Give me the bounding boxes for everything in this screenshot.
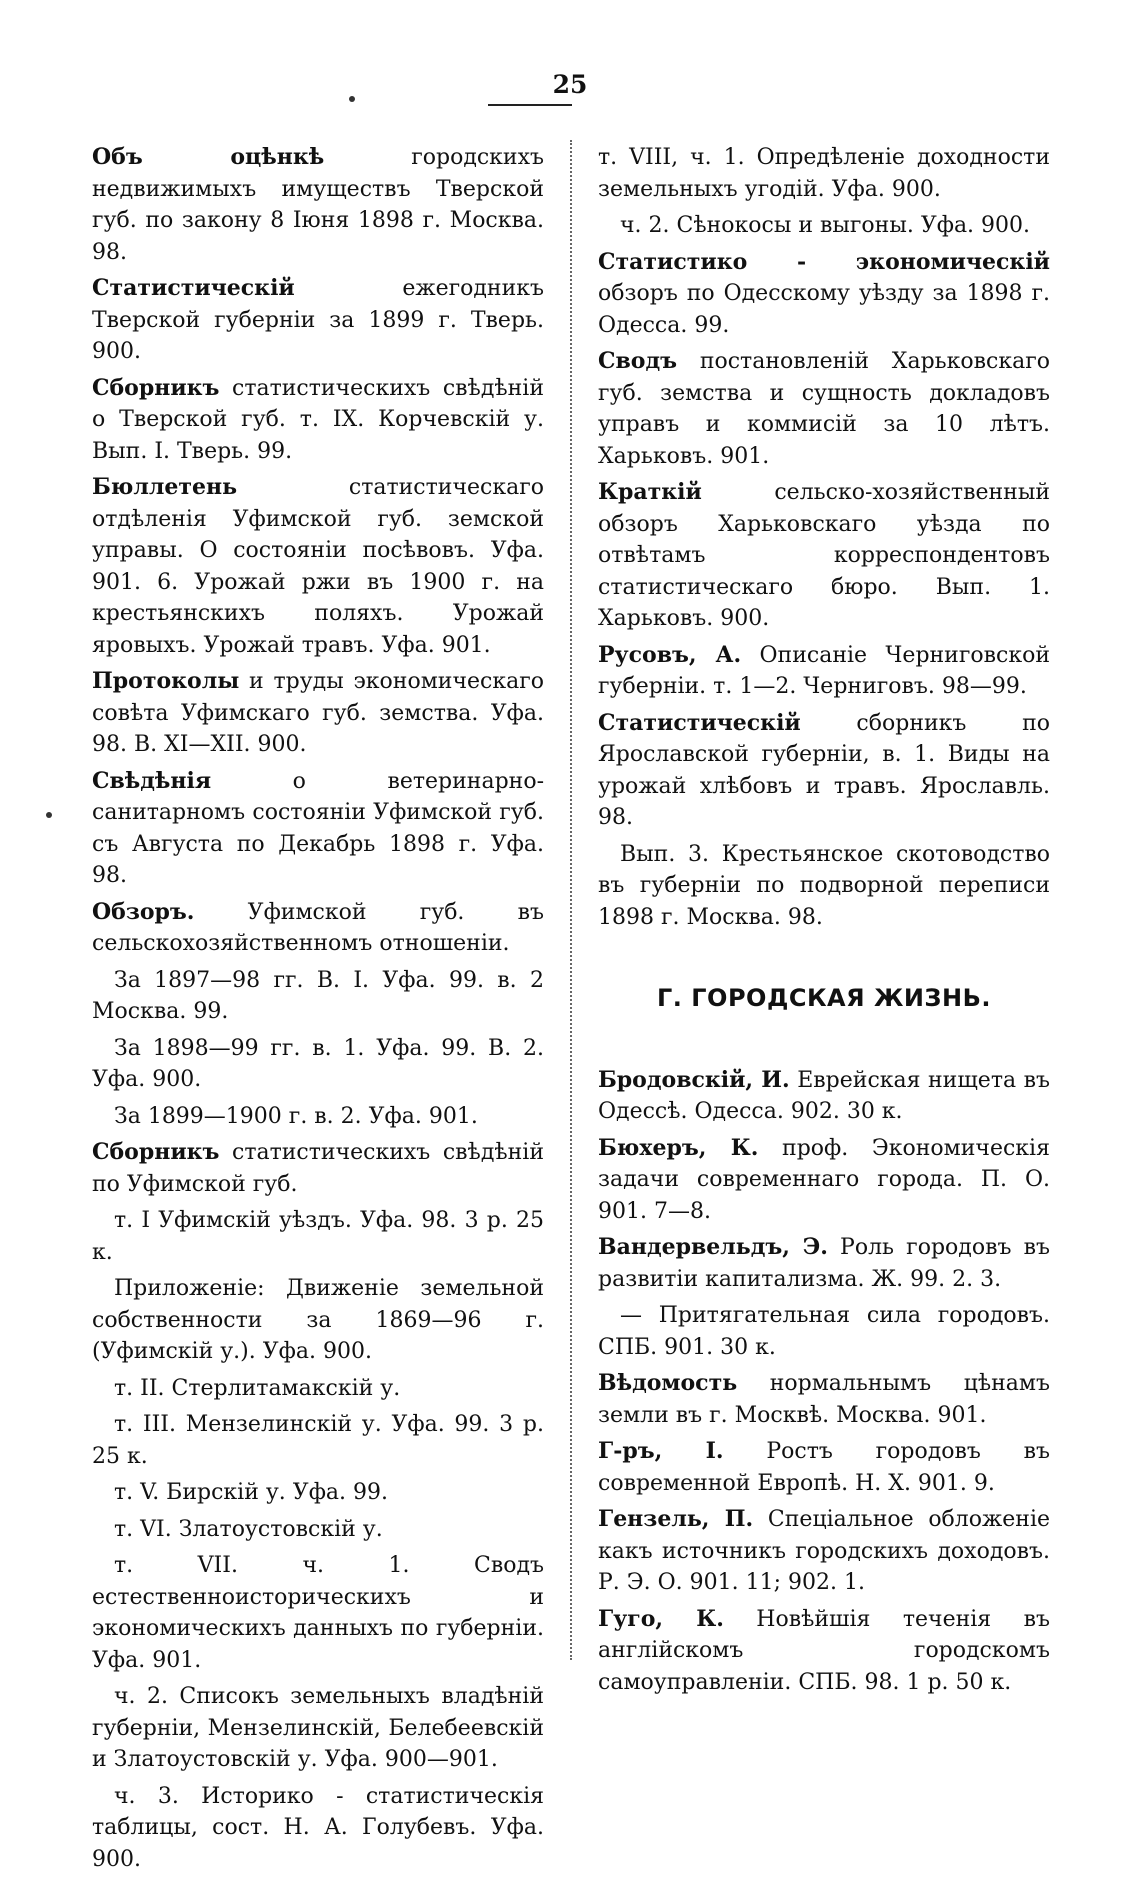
entry-text: ч. 3. Историко - статистическія таблицы, сост. Н. А. Голубевъ. Уфа. 900. <box>92 1783 544 1872</box>
bibliography-entry <box>92 766 544 892</box>
bibliography-entry <box>92 1101 544 1133</box>
entry-text: т. VIII, ч. 1. Опредѣленіе доходности земельныхъ угодій. Уфа. 900. <box>598 145 1050 202</box>
bibliography-entry <box>92 1205 544 1268</box>
entry-text: т. III. Мензелинскій у. Уфа. 99. 3 р. 25 к. <box>92 1412 544 1469</box>
entry-heading: Статистико - экономическій <box>598 248 1050 275</box>
entry-text: нормальнымъ цѣнамъ земли въ г. Москвѣ. Москва. 901. <box>598 1371 1050 1428</box>
bibliography-entry <box>92 1273 544 1368</box>
entry-heading: Бюллетень <box>92 474 238 500</box>
entry-text: За 1899—1900 г. в. 2. Уфа. 901. <box>114 1103 478 1129</box>
entry-text: т. VII. ч. 1. Сводъ естественноисторическихъ и экономическихъ данныхъ по губерніи. Уфа. 901. <box>92 1553 544 1673</box>
bibliography-entry <box>92 373 544 468</box>
bibliography-entry <box>92 1409 544 1472</box>
entry-text: Описаніе Черниговской губерніи. т. 1—2. Черниговъ. 98—99. <box>598 642 1050 699</box>
entry-text: Новѣйшія теченія въ англійскомъ городскомъ самоуправленіи. СПБ. 98. 1 р. 50 к. <box>598 1606 1050 1695</box>
bibliography-entry <box>598 1065 1050 1128</box>
entry-heading: Русовъ, А. <box>598 641 742 668</box>
entry-text: ч. 2. Сѣнокосы и выгоны. Уфа. 900. <box>620 213 1031 238</box>
bibliography-entry <box>598 142 1050 205</box>
entry-heading: Свѣдѣнія <box>92 767 212 794</box>
entry-text: Роль городовъ въ развитіи капитализма. Ж. 99. 2. 3. <box>598 1235 1050 1292</box>
entry-heading: Статистическій <box>92 275 295 301</box>
bibliography-entry <box>92 897 544 960</box>
column-divider <box>570 140 572 1660</box>
bibliography-entry <box>92 1681 544 1776</box>
entry-text: ежегодникъ Тверской губерніи за 1899 г. Тверь. 900. <box>92 276 544 364</box>
bibliography-entry <box>598 346 1050 472</box>
entry-text: городскихъ недвижимыхъ имуществъ Тверской губ. по закону 8 Іюня 1898 г. Москва. 98. <box>92 145 545 265</box>
entry-text: Уфимской губ. въ сельскохозяйственномъ отношеніи. <box>92 899 544 956</box>
bibliography-entry <box>92 1477 544 1509</box>
entry-text: — Притягательная сила городовъ. СПБ. 901. 30 к. <box>598 1303 1050 1360</box>
bibliography-entry <box>598 1300 1050 1363</box>
right-column <box>598 142 1050 1703</box>
entry-heading: Обзоръ. <box>92 898 195 925</box>
entry-heading: Гуго, К. <box>598 1605 724 1632</box>
entry-heading: Сборникъ <box>92 374 220 401</box>
entry-text: Еврейская нищета въ Одессѣ. Одесса. 902. 30 к. <box>598 1067 1050 1124</box>
bibliography-entry <box>598 247 1050 342</box>
bibliography-entry <box>92 1137 544 1200</box>
left-column <box>92 142 544 1880</box>
bibliography-entry <box>598 839 1050 934</box>
bibliography-entry <box>598 1133 1050 1228</box>
entry-text: обзоръ по Одесскому уѣзду за 1898 г. Одесса. 99. <box>598 281 1050 338</box>
bibliography-entry <box>598 477 1050 635</box>
entry-heading: Объ оцѣнкѣ <box>92 144 325 170</box>
entry-heading: Вандервельдъ, Э. <box>598 1234 828 1260</box>
entry-text: о ветеринарно-санитарномъ состояніи Уфимской губ. съ Августа по Декабрь 1898 г. Уфа. 98. <box>92 768 544 888</box>
entry-heading: Сводъ <box>598 348 678 374</box>
bibliography-entry <box>92 1033 544 1096</box>
mark-dot <box>349 96 355 102</box>
bibliography-entry <box>92 1373 544 1405</box>
bibliography-entry <box>92 472 544 661</box>
entry-heading: Статистическій <box>598 709 801 736</box>
bibliography-entry <box>598 1436 1050 1499</box>
bibliography-entry <box>598 210 1050 242</box>
entry-text: и труды экономическаго совѣта Уфимскаго губ. земства. Уфа. 98. В. XI—XII. 900. <box>92 669 544 757</box>
entry-text: постановленій Харьковскаго губ. земства и сущность докладовъ управъ и коммисій за 10 лѣтъ. Харьковъ. 901. <box>598 349 1050 469</box>
entry-text: т. VI. Златоустовскій у. <box>114 1516 383 1542</box>
bibliography-entry <box>598 1504 1050 1599</box>
entry-text: статистическихъ свѣдѣній о Тверской губ. т. IX. Корчевскій у. Вып. I. Тверь. 99. <box>92 375 544 464</box>
entry-heading: Бродовскій, И. <box>598 1066 790 1093</box>
top-rule <box>488 104 572 106</box>
bibliography-entry <box>92 965 544 1028</box>
section-heading: Г. ГОРОДСКАЯ ЖИЗНЬ. <box>657 984 991 1012</box>
bibliography-entry <box>92 142 544 268</box>
entry-heading: Сборникъ <box>92 1139 220 1165</box>
entry-text: За 1897—98 гг. В. I. Уфа. 99. в. 2 Москва. 99. <box>92 967 544 1024</box>
bibliography-entry <box>92 1550 544 1676</box>
entry-heading: Краткій <box>598 479 702 505</box>
entry-text: За 1898—99 гг. в. 1. Уфа. 99. В. 2. Уфа. 900. <box>92 1035 544 1092</box>
right-column-section-entries <box>598 1065 1050 1699</box>
entry-heading: Вѣдомость <box>598 1370 738 1396</box>
bibliography-entry <box>92 666 544 761</box>
bibliography-entry <box>92 273 544 368</box>
entry-text: Ростъ городовъ въ современной Европѣ. Н. Х. 901. 9. <box>598 1439 1050 1496</box>
entry-text: сельско-хозяйственный обзоръ Харьковскаго уѣзда по отвѣтамъ корреспондентовъ статистическаго бюро. Вып. 1. Харьковъ. 900. <box>598 480 1050 631</box>
entry-text: Приложеніе: Движеніе земельной собственности за 1869—96 г. (Уфимскій у.). Уфа. 900. <box>92 1276 544 1364</box>
bibliography-entry <box>92 1514 544 1546</box>
entry-text: т. V. Бирскій у. Уфа. 99. <box>114 1480 389 1505</box>
entry-text: т. II. Стерлитамакскій у. <box>114 1375 401 1401</box>
entry-text: ч. 2. Списокъ земельныхъ владѣній губерніи, Мензелинскій, Белебеевскій и Златоустовскій у. Уфа. 900—901. <box>92 1684 544 1772</box>
entry-heading: Гензель, П. <box>598 1506 754 1532</box>
entry-text: т. I Уфимскій уѣздъ. Уфа. 98. 3 р. 25 к. <box>92 1208 544 1265</box>
entry-text: проф. Экономическія задачи современнаго города. П. О. 901. 7—8. <box>598 1135 1050 1224</box>
entry-text: Вып. 3. Крестьянское скотоводство въ губерніи по подворной переписи 1898 г. Москва. 98. <box>598 841 1050 930</box>
bibliography-entry <box>598 1604 1050 1699</box>
bibliography-entry <box>598 640 1050 703</box>
page-number: 25 <box>552 70 588 99</box>
bibliography-entry <box>598 1232 1050 1295</box>
entry-text: статистическаго отдѣленія Уфимской губ. земской управы. О состояніи посѣвовъ. Уфа. 901. 6. Урожай ржи въ 1900 г. на крестьянскихъ поляхъ. Урожай яровыхъ. Урожай травъ. Уфа. 901. <box>92 475 544 658</box>
right-column-entries <box>598 142 1050 933</box>
entry-heading: Бюхеръ, К. <box>598 1134 759 1161</box>
bibliography-entry <box>598 1368 1050 1431</box>
entry-text: Спеціальное обложеніе какъ источникъ городскихъ доходовъ. Р. Э. О. 901. 11; 902. 1. <box>598 1507 1051 1595</box>
bibliography-entry <box>92 1781 544 1876</box>
entry-text: статистическихъ свѣдѣній по Уфимской губ. <box>92 1140 544 1197</box>
bibliography-entry <box>598 708 1050 834</box>
entry-heading: Г-ръ, І. <box>598 1438 724 1464</box>
entry-heading: Протоколы <box>92 668 240 694</box>
entry-text: сборникъ по Ярославской губерніи, в. 1. Виды на урожай хлѣбовъ и травъ. Ярославль. 98. <box>598 710 1050 830</box>
mark-dot <box>46 812 52 818</box>
